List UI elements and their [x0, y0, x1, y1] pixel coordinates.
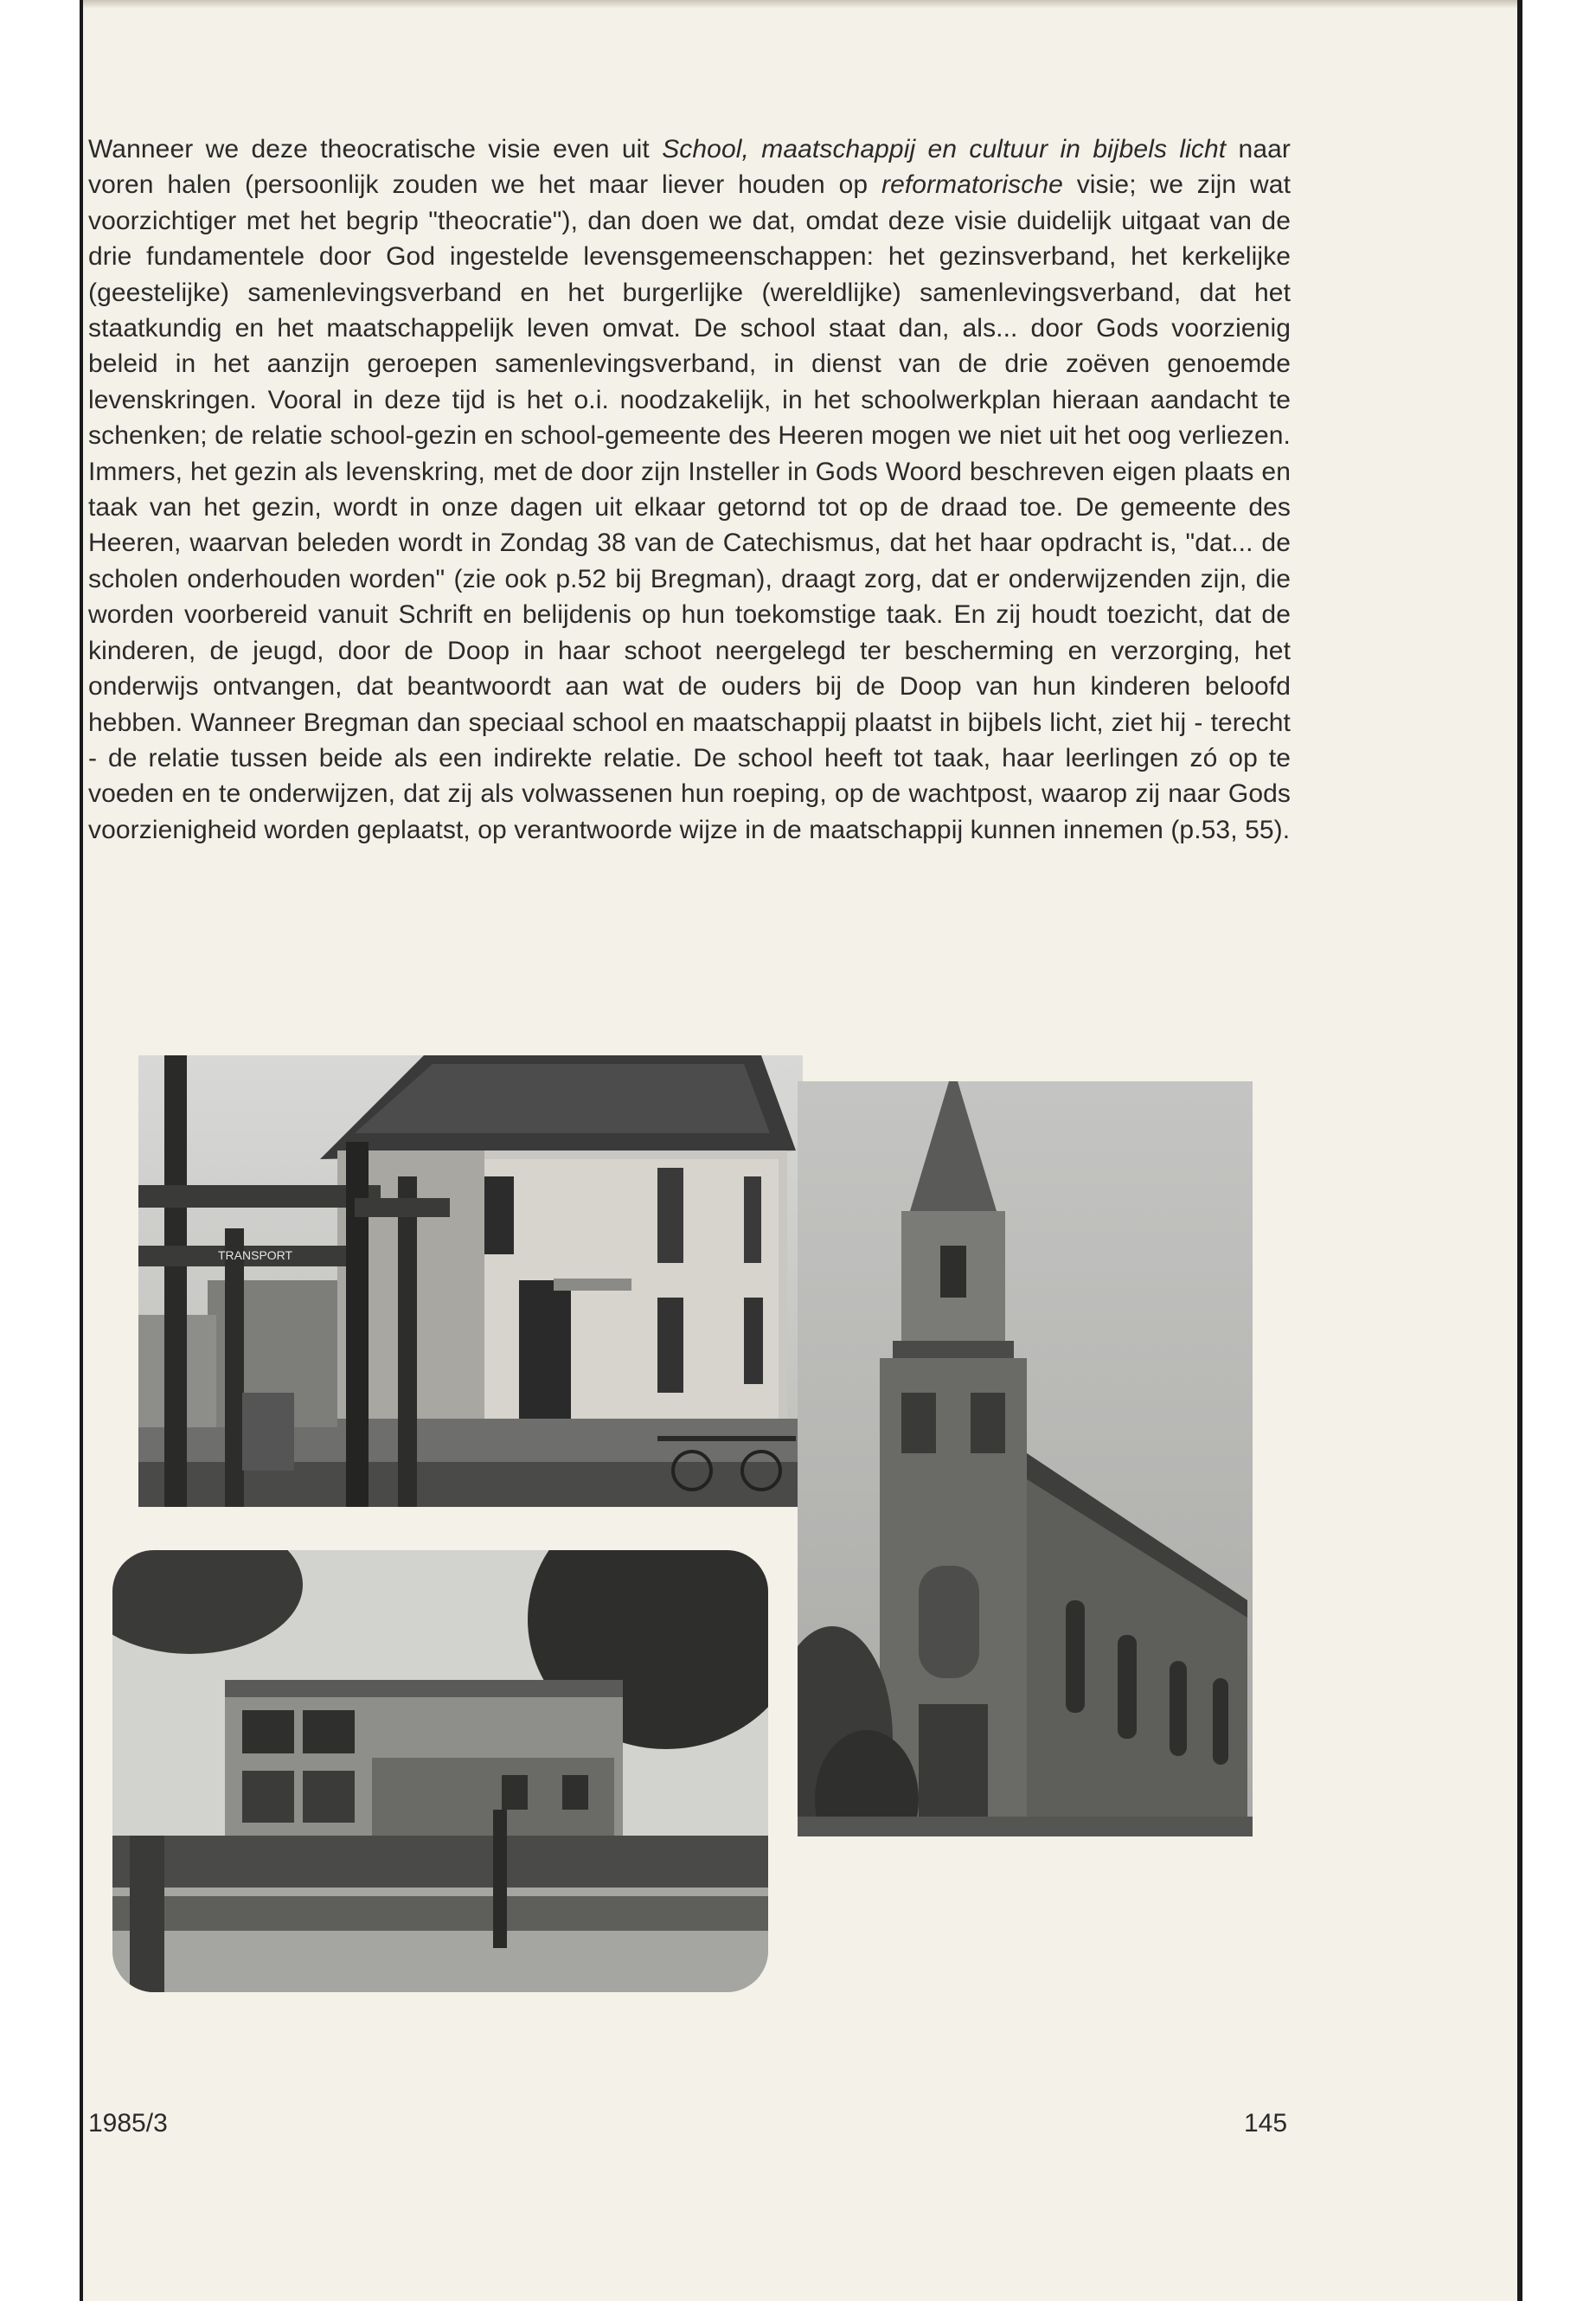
- photo-church: [798, 1081, 1253, 1836]
- text-run: Wanneer we deze theocratische visie even uit: [88, 135, 663, 163]
- photo-school-building-image: [138, 1055, 803, 1507]
- page-top-edge: [83, 0, 1517, 9]
- text-run: naar voren halen (persoonlijk zouden we het maar liever houden op: [88, 135, 1291, 200]
- photo-school-building: [138, 1055, 803, 1507]
- emphasis-term: reformatorische: [881, 170, 1063, 200]
- issue-label: 1985/3: [88, 2109, 168, 2138]
- photo-modern-school: [112, 1550, 768, 1992]
- page-number: 145: [1244, 2109, 1288, 2138]
- text-run: visie; we zijn wat voorzichtiger met het begrip "theocratie"), dan doen we dat, omdat deze visie duidelijk uitgaat van de drie fundamentele door God ingestelde levensgemeenschappen: het gezinsverband, het kerkelijke (geestelijke) samenlevingsverband en het burgerlijke (wereldlijke) samenlevingsverband, dat het staatkundig en het maatschappelijk leven omvat. De school staat dan, als... door Gods voorzienig beleid in het aanzijn geroepen samenlevingsverband, in dienst van de drie zoëven genoemde levenskringen. Vooral in deze tijd is het o.i. noodzakelijk, in het schoolwerkplan hieraan aandacht te schenken; de relatie school-gezin en school-gemeente des Heeren mogen we niet uit het oog verliezen. Immers, het gezin als levenskring, met de door zijn Insteller in Gods Woord beschreven eigen plaats en taak van het gezin, wordt in onze dagen uit elkaar getornd tot op de draad toe. De gemeente des Heeren, waarvan beleden wordt in Zondag 38 van de Catechismus, dat het haar opdracht is, "dat... de scholen onderhouden worden" (zie ook p.52 bij Bregman), draagt zorg, dat er onderwijzenden zijn, die worden voorbereid vanuit Schrift en belijdenis op hun toekomstige taak. En zij houdt toezicht, dat de kinderen, de jeugd, door de Doop in haar schoot neergelegd ter bescherming en verzorging, het onderwijs ontvangen, dat beantwoordt aan wat de ouders bij de Doop van hun kinderen beloofd hebben. Wanneer Bregman dan speciaal school en maatschappij plaatst in bijbels licht, ziet hij - terecht - de relatie tussen beide als een indirekte relatie. De school heeft tot taak, haar leerlingen zó op te voeden en te onderwijzen, dat zij als volwassenen hun roeping, op de wachtpost, waarop zij naar Gods voorzienigheid worden geplaatst, op verantwoorde wijze in de maatschappij kunnen innemen (p.53, 55).: [88, 170, 1292, 844]
- book-title: School, maatschappij en cultuur in bijbels licht: [662, 135, 1227, 163]
- photo-modern-school-image: [112, 1550, 768, 1992]
- photo-church-image: [798, 1081, 1253, 1836]
- station-sign-text: TRANSPORT: [218, 1248, 293, 1262]
- body-paragraph: [88, 131, 1291, 848]
